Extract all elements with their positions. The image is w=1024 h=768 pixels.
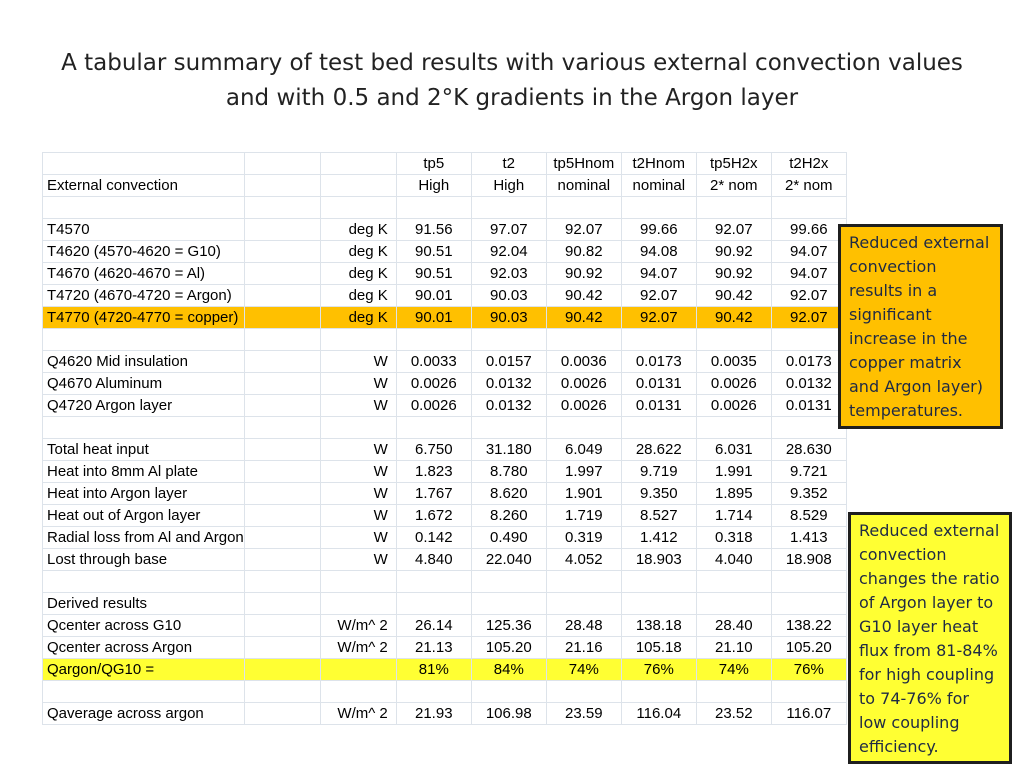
row-unit: W [320, 527, 396, 549]
value-cell: 21.16 [546, 637, 621, 659]
column-header-top: tp5Hnom [546, 153, 621, 175]
empty-cell [320, 681, 396, 703]
value-cell: 84% [471, 659, 546, 681]
blank-row [43, 571, 847, 593]
value-cell: 21.10 [696, 637, 771, 659]
value-cell: 21.93 [396, 703, 471, 725]
results-table [42, 152, 847, 725]
header-row-top [43, 153, 847, 175]
value-cell: 90.01 [396, 307, 471, 329]
note-temperature-increase: Reduced external convection results in a significant increase in the copper matrix and Argon layer) temperatures. [838, 224, 1003, 429]
row-unit: W/m^ 2 [320, 637, 396, 659]
slide-title [0, 46, 1024, 116]
value-cell: 0.0026 [396, 373, 471, 395]
value-cell: 90.92 [696, 241, 771, 263]
row-unit: W [320, 351, 396, 373]
value-cell: 31.180 [471, 439, 546, 461]
column-header-top: tp5 [396, 153, 471, 175]
empty-cell [696, 571, 771, 593]
empty-cell [244, 615, 320, 637]
value-cell: 74% [546, 659, 621, 681]
value-cell: 8.620 [471, 483, 546, 505]
row-label: Lost through base [43, 549, 245, 571]
value-cell: 6.031 [696, 439, 771, 461]
empty-cell [244, 263, 320, 285]
value-cell: 125.36 [471, 615, 546, 637]
row-unit: deg K [320, 241, 396, 263]
empty-cell [244, 417, 320, 439]
empty-cell [43, 329, 245, 351]
value-cell: 76% [771, 659, 846, 681]
value-cell: 94.07 [771, 241, 846, 263]
table-row [43, 219, 847, 241]
empty-cell [320, 175, 396, 197]
empty-cell [546, 571, 621, 593]
column-header-bottom: nominal [546, 175, 621, 197]
empty-cell [320, 153, 396, 175]
value-cell: 8.527 [621, 505, 696, 527]
row-unit: W [320, 505, 396, 527]
row-label: T4570 [43, 219, 245, 241]
value-cell: 1.767 [396, 483, 471, 505]
empty-cell [771, 197, 846, 219]
value-cell: 0.0131 [771, 395, 846, 417]
row-unit: W [320, 439, 396, 461]
empty-cell [244, 197, 320, 219]
value-cell: 9.350 [621, 483, 696, 505]
row-unit: deg K [320, 263, 396, 285]
empty-cell [43, 417, 245, 439]
empty-cell [696, 329, 771, 351]
value-cell [546, 593, 621, 615]
value-cell: 105.20 [471, 637, 546, 659]
value-cell: 90.51 [396, 263, 471, 285]
value-cell: 99.66 [621, 219, 696, 241]
empty-cell [244, 285, 320, 307]
row-label: Total heat input [43, 439, 245, 461]
empty-cell [771, 417, 846, 439]
table-row [43, 461, 847, 483]
value-cell: 22.040 [471, 549, 546, 571]
table-row [43, 263, 847, 285]
value-cell: 0.490 [471, 527, 546, 549]
empty-cell [244, 153, 320, 175]
value-cell: 105.20 [771, 637, 846, 659]
empty-cell [471, 417, 546, 439]
blank-row [43, 417, 847, 439]
value-cell: 28.48 [546, 615, 621, 637]
row-unit [320, 659, 396, 681]
row-label: Q4720 Argon layer [43, 395, 245, 417]
header-row-bottom [43, 175, 847, 197]
empty-cell [546, 329, 621, 351]
table-row [43, 549, 847, 571]
empty-cell [244, 637, 320, 659]
value-cell: 6.750 [396, 439, 471, 461]
value-cell: 9.719 [621, 461, 696, 483]
value-cell: 4.052 [546, 549, 621, 571]
value-cell: 90.92 [696, 263, 771, 285]
row-unit: W [320, 395, 396, 417]
value-cell: 1.413 [771, 527, 846, 549]
value-cell: 97.07 [471, 219, 546, 241]
value-cell: 92.07 [546, 219, 621, 241]
value-cell: 0.0131 [621, 395, 696, 417]
empty-cell [471, 681, 546, 703]
value-cell: 0.0026 [546, 373, 621, 395]
value-cell: 90.42 [546, 307, 621, 329]
value-cell: 23.52 [696, 703, 771, 725]
value-cell [621, 593, 696, 615]
empty-cell [244, 703, 320, 725]
value-cell: 1.997 [546, 461, 621, 483]
value-cell: 90.82 [546, 241, 621, 263]
column-header-top: t2H2x [771, 153, 846, 175]
value-cell: 1.823 [396, 461, 471, 483]
value-cell: 90.01 [396, 285, 471, 307]
value-cell: 1.714 [696, 505, 771, 527]
row-label: Qcenter across Argon [43, 637, 245, 659]
empty-cell [244, 593, 320, 615]
row-unit: deg K [320, 219, 396, 241]
value-cell: 90.92 [546, 263, 621, 285]
empty-cell [396, 197, 471, 219]
empty-cell [43, 681, 245, 703]
value-cell: 0.0035 [696, 351, 771, 373]
row-label: Q4670 Aluminum [43, 373, 245, 395]
value-cell: 8.529 [771, 505, 846, 527]
title-line-1: A tabular summary of test bed results with various external convection values [61, 50, 963, 76]
column-header-bottom: 2* nom [771, 175, 846, 197]
empty-cell [244, 175, 320, 197]
value-cell: 92.04 [471, 241, 546, 263]
empty-cell [546, 681, 621, 703]
empty-cell [621, 197, 696, 219]
row-label: Heat out of Argon layer [43, 505, 245, 527]
empty-cell [546, 417, 621, 439]
value-cell: 92.07 [621, 307, 696, 329]
value-cell: 92.07 [771, 307, 846, 329]
empty-cell [320, 417, 396, 439]
value-cell: 94.07 [771, 263, 846, 285]
empty-cell [244, 659, 320, 681]
row-label: Qaverage across argon [43, 703, 245, 725]
value-cell: 92.07 [621, 285, 696, 307]
empty-cell [244, 219, 320, 241]
value-cell: 90.03 [471, 285, 546, 307]
title-line-2: and with 0.5 and 2°K gradients in the Argon layer [225, 85, 799, 111]
blank-row [43, 197, 847, 219]
empty-cell [471, 571, 546, 593]
column-header-bottom: nominal [621, 175, 696, 197]
empty-cell [244, 395, 320, 417]
table-row [43, 483, 847, 505]
empty-cell [244, 241, 320, 263]
empty-cell [471, 197, 546, 219]
column-header-bottom: High [396, 175, 471, 197]
empty-cell [43, 571, 245, 593]
value-cell: 26.14 [396, 615, 471, 637]
value-cell: 92.07 [771, 285, 846, 307]
value-cell: 138.22 [771, 615, 846, 637]
empty-cell [546, 197, 621, 219]
value-cell: 105.18 [621, 637, 696, 659]
table-row [43, 285, 847, 307]
value-cell: 1.991 [696, 461, 771, 483]
table-row [43, 373, 847, 395]
value-cell: 0.0026 [546, 395, 621, 417]
value-cell: 90.42 [696, 307, 771, 329]
empty-cell [320, 329, 396, 351]
empty-cell [320, 197, 396, 219]
value-cell: 0.0132 [471, 373, 546, 395]
value-cell: 4.040 [696, 549, 771, 571]
value-cell: 6.049 [546, 439, 621, 461]
value-cell: 1.719 [546, 505, 621, 527]
empty-cell [244, 549, 320, 571]
blank-row [43, 329, 847, 351]
table-row [43, 395, 847, 417]
empty-cell [621, 681, 696, 703]
value-cell: 0.318 [696, 527, 771, 549]
row-label: Derived results [43, 593, 245, 615]
blank-row [43, 681, 847, 703]
value-cell: 99.66 [771, 219, 846, 241]
value-cell: 8.780 [471, 461, 546, 483]
value-cell: 28.40 [696, 615, 771, 637]
value-cell: 90.42 [546, 285, 621, 307]
column-header-top: tp5H2x [696, 153, 771, 175]
row-label: Q4620 Mid insulation [43, 351, 245, 373]
value-cell: 4.840 [396, 549, 471, 571]
row-unit: W [320, 549, 396, 571]
empty-cell [244, 483, 320, 505]
empty-cell [244, 505, 320, 527]
row-unit: deg K [320, 307, 396, 329]
value-cell: 0.0026 [696, 395, 771, 417]
value-cell: 90.42 [696, 285, 771, 307]
header-label: External convection [43, 175, 245, 197]
empty-cell [43, 153, 245, 175]
value-cell: 1.895 [696, 483, 771, 505]
value-cell: 94.07 [621, 263, 696, 285]
value-cell: 18.908 [771, 549, 846, 571]
column-header-top: t2Hnom [621, 153, 696, 175]
value-cell: 9.352 [771, 483, 846, 505]
empty-cell [244, 439, 320, 461]
table-row [43, 505, 847, 527]
row-unit: W/m^ 2 [320, 703, 396, 725]
value-cell: 0.319 [546, 527, 621, 549]
empty-cell [396, 571, 471, 593]
value-cell: 18.903 [621, 549, 696, 571]
row-label: Heat into Argon layer [43, 483, 245, 505]
value-cell: 116.04 [621, 703, 696, 725]
value-cell: 0.0036 [546, 351, 621, 373]
value-cell: 0.0131 [621, 373, 696, 395]
value-cell: 90.51 [396, 241, 471, 263]
table-row [43, 439, 847, 461]
empty-cell [396, 417, 471, 439]
value-cell: 92.07 [696, 219, 771, 241]
value-cell: 116.07 [771, 703, 846, 725]
row-unit: deg K [320, 285, 396, 307]
value-cell: 0.0132 [471, 395, 546, 417]
table-row [43, 703, 847, 725]
empty-cell [244, 681, 320, 703]
empty-cell [244, 373, 320, 395]
value-cell: 8.260 [471, 505, 546, 527]
empty-cell [244, 571, 320, 593]
empty-cell [621, 571, 696, 593]
empty-cell [621, 329, 696, 351]
value-cell: 0.0132 [771, 373, 846, 395]
empty-cell [43, 197, 245, 219]
value-cell [696, 593, 771, 615]
empty-cell [696, 197, 771, 219]
value-cell: 106.98 [471, 703, 546, 725]
value-cell [471, 593, 546, 615]
value-cell: 0.0173 [771, 351, 846, 373]
table-row [43, 637, 847, 659]
value-cell: 94.08 [621, 241, 696, 263]
value-cell: 28.622 [621, 439, 696, 461]
empty-cell [396, 681, 471, 703]
empty-cell [244, 351, 320, 373]
value-cell: 0.0173 [621, 351, 696, 373]
column-header-bottom: 2* nom [696, 175, 771, 197]
value-cell: 21.13 [396, 637, 471, 659]
row-unit: W/m^ 2 [320, 615, 396, 637]
empty-cell [244, 307, 320, 329]
table-row [43, 527, 847, 549]
value-cell [396, 593, 471, 615]
empty-cell [621, 417, 696, 439]
table-row [43, 593, 847, 615]
empty-cell [244, 461, 320, 483]
row-unit: W [320, 461, 396, 483]
empty-cell [771, 329, 846, 351]
value-cell: 0.0033 [396, 351, 471, 373]
value-cell [771, 593, 846, 615]
empty-cell [244, 527, 320, 549]
note-heat-flux-ratio: Reduced external convection changes the ratio of Argon layer to G10 layer heat flux from 81-84% for high coupling to 74-76% for low coupling efficiency. [848, 512, 1012, 764]
value-cell: 0.142 [396, 527, 471, 549]
table-row [43, 659, 847, 681]
value-cell: 1.412 [621, 527, 696, 549]
row-label: T4670 (4620-4670 = Al) [43, 263, 245, 285]
value-cell: 1.901 [546, 483, 621, 505]
empty-cell [696, 417, 771, 439]
empty-cell [396, 329, 471, 351]
table-row [43, 241, 847, 263]
value-cell: 0.0026 [696, 373, 771, 395]
row-label: Qcenter across G10 [43, 615, 245, 637]
value-cell: 23.59 [546, 703, 621, 725]
table-row [43, 351, 847, 373]
value-cell: 1.672 [396, 505, 471, 527]
row-label: T4770 (4720-4770 = copper) [43, 307, 245, 329]
value-cell: 9.721 [771, 461, 846, 483]
value-cell: 76% [621, 659, 696, 681]
table-row [43, 615, 847, 637]
column-header-top: t2 [471, 153, 546, 175]
row-label: Qargon/QG10 = [43, 659, 245, 681]
value-cell: 138.18 [621, 615, 696, 637]
value-cell: 0.0026 [396, 395, 471, 417]
empty-cell [696, 681, 771, 703]
empty-cell [471, 329, 546, 351]
value-cell: 28.630 [771, 439, 846, 461]
empty-cell [320, 571, 396, 593]
row-label: Radial loss from Al and Argon [43, 527, 245, 549]
row-unit: W [320, 483, 396, 505]
row-label: T4620 (4570-4620 = G10) [43, 241, 245, 263]
value-cell: 92.03 [471, 263, 546, 285]
row-label: T4720 (4670-4720 = Argon) [43, 285, 245, 307]
empty-cell [771, 571, 846, 593]
row-unit [320, 593, 396, 615]
value-cell: 0.0157 [471, 351, 546, 373]
table-row [43, 307, 847, 329]
value-cell: 90.03 [471, 307, 546, 329]
value-cell: 74% [696, 659, 771, 681]
value-cell: 81% [396, 659, 471, 681]
row-unit: W [320, 373, 396, 395]
value-cell: 91.56 [396, 219, 471, 241]
empty-cell [771, 681, 846, 703]
empty-cell [244, 329, 320, 351]
row-label: Heat into 8mm Al plate [43, 461, 245, 483]
column-header-bottom: High [471, 175, 546, 197]
